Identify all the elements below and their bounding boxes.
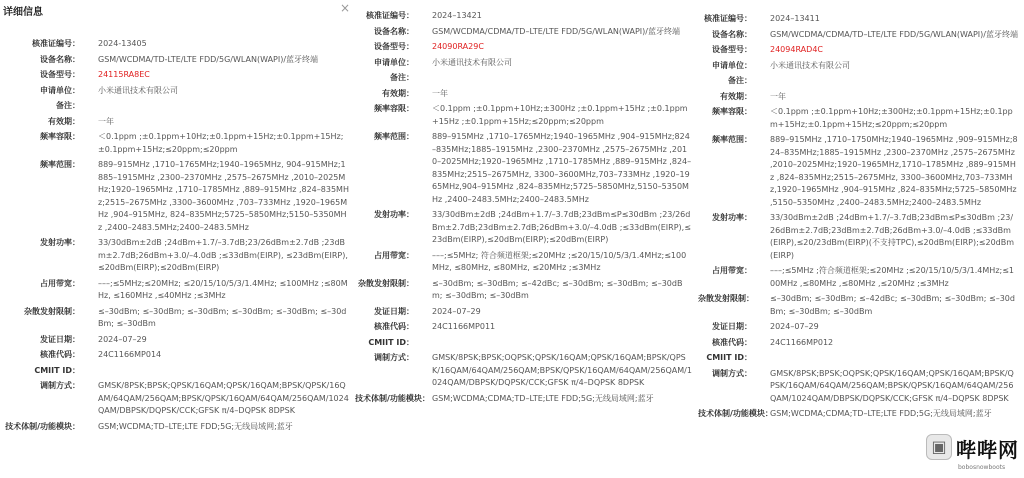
watermark	[920, 428, 1024, 478]
field-value: 889–915MHz ,1710–1765MHz;1940–1965MHz ,904–915MHz;824–835MHz;1885–1915MHz ,2300–2370MHz ,2575–2675MHz ,2010–2025MHz;1920–1965MHz ,1710–1785MHz ,889–915MHz ,824–835MHz;2515–2675MHz, 3300–3600MHz,703–733MHz ,1920–1965MHz,904–915MHz ,824–835MHz;5725–5850MHz,5150–5350MHz ,2400–2483.5MHz;2400–2483.5MHz	[432, 132, 692, 204]
field-value: 24C1166MP011	[432, 322, 496, 331]
detail-panel-1	[0, 0, 355, 478]
detail-row	[698, 368, 1024, 406]
detail-row	[0, 54, 355, 67]
field-label: 核准代码：	[712, 337, 752, 347]
detail-row	[0, 237, 355, 275]
field-label: 核准代码：	[374, 322, 414, 331]
field-label: 频率范围：	[374, 132, 414, 141]
detail-row	[0, 69, 355, 82]
field-label: 占用带宽：	[40, 278, 80, 288]
field-value: ＜0.1ppm ;±0.1ppm+10Hz;±0.1ppm+15Hz;±0.1ppm+15Hz;±0.1ppm+15Hz;≤20ppm;≤20ppm	[98, 132, 344, 154]
field-label: 调制方式：	[40, 381, 80, 390]
field-value: 一年	[770, 91, 786, 101]
detail-row	[698, 212, 1024, 262]
detail-row	[698, 293, 1024, 318]
detail-row	[0, 131, 355, 156]
field-value: ＜0.1ppm ;±0.1ppm+10Hz;±300Hz;±0.1ppm+15Hz;±0.1ppm+15Hz;±0.1ppm+15Hz;≤20ppm;≤20ppm	[770, 107, 1013, 129]
detail-row	[0, 159, 355, 234]
detail-row	[0, 334, 355, 347]
detail-row	[698, 337, 1024, 350]
field-value	[432, 337, 698, 350]
device-model-value: 24094RAD4C	[770, 45, 823, 54]
field-value: 889–915MHz ,1710–1750MHz;1940–1965MHz ,909–915MHz;824–835MHz;1885–1915MHz ,2300–2370MHz ,2575–2675MHz ,2010–2025MHz;1920–1965MHz,1710–1785MHz ,889–915MHz ,824–835MHz;2515–2675MHz, 3300–3600MHz,703–733MHz,1920–1965MHz ,904–915MHz ,824–835MHz;5725–5850MHz ,5150–5350MHz ,2400–2483.5MHz;2400–2483.5MHz	[770, 135, 1018, 207]
field-label: CMIIT ID：	[706, 353, 752, 362]
field-value	[770, 352, 1024, 365]
field-value: 小米通讯技术有限公司	[432, 57, 512, 67]
field-value: 24C1166MP014	[98, 350, 162, 359]
field-value: GMSK/8PSK;BPSK;QPSK/16QAM;QPSK/16QAM;BPSK/QPSK/16QAM/64QAM/256QAM;BPSK/QPSK/16QAM/64QAM/256QAM/1024QAM/DBPSK/DQPSK/CCK;GFSK π/4–DQPSK 8DPSK	[98, 381, 349, 415]
field-label: 核准证编号：	[32, 39, 80, 48]
field-value: –––;≤5MHz ;符合频道框架;≤20MHz ;≤20/15/10/5/3/1.4MHz;≤100MHz ,≤80MHz ,≤80MHz ,≤20MHz ;≤3MHz	[770, 266, 1015, 288]
field-label: 频率容限：	[712, 107, 752, 116]
field-value: ≤–30dBm; ≤–30dBm; ≤–42dBc; ≤–30dBm; ≤–30dBm; ≤–30dBm; ≤–30dBm; ≤–30dBm	[770, 294, 1015, 316]
field-value: 33/30dBm±2dB ;24dBm+1.7/–3.7dB;23dBm≤P≤30dBm ;23/26dBm±2.7dB;23dBm±2.7dB;26dBm+3.0/–4.0dB ;≤33dBm(EIRP),≤20/23dBm(EIRP)(不支持TPC),≤20dBm(EIRP);≤20dBm(EIRP)	[770, 213, 1015, 260]
field-value: GSM;WCDMA;TD–LTE;LTE FDD;5G;无线局域网;蓝牙	[98, 421, 293, 431]
detail-row	[698, 75, 1024, 88]
detail-row	[355, 352, 698, 390]
field-label: 申请单位：	[374, 57, 414, 67]
field-value: 一年	[432, 88, 448, 98]
detail-row	[698, 60, 1024, 73]
field-value: GSM;WCDMA;CDMA;TD–LTE;LTE FDD;5G;无线局域网;蓝牙	[770, 409, 992, 418]
detail-row	[698, 29, 1024, 42]
detail-row	[355, 26, 698, 39]
detail-row	[355, 250, 698, 275]
field-value: 889–915MHz ,1710–1765MHz;1940–1965MHz, 904–915MHz;1885–1915MHz ,2300–2370MHz ,2575–2675MHz ,2010–2025MHz;1920–1965MHz ,1710–1785MHz ,889–915MHz ,824–835MHz;2515–2675MHz ,3300–3600MHz ,703–733MHz ,1920–1965MHz ,904–915MHz, 824–835MHz;5725–5850MHz;5150–5350MHz ,2400–2483.5MHz;2400–2483.5MHz	[98, 160, 349, 232]
field-label: 有效期：	[382, 88, 414, 98]
field-label: 技术体制/功能模块：	[355, 393, 430, 403]
detail-panel-2	[355, 0, 698, 478]
field-label: 核准证编号：	[704, 14, 752, 23]
field-label: 设备名称：	[374, 26, 414, 36]
field-value: 2024–07–29	[98, 334, 147, 344]
device-model-value: 24115RA8EC	[98, 70, 150, 79]
detail-row	[355, 10, 698, 23]
detail-row	[0, 306, 355, 331]
field-label: 杂散发射限制：	[358, 278, 414, 288]
field-label: 发证日期：	[712, 322, 752, 331]
field-label: 有效期：	[720, 91, 752, 101]
field-label: CMIIT ID：	[34, 365, 80, 375]
field-value: 一年	[98, 116, 114, 126]
field-label: 发证日期：	[40, 334, 80, 344]
detail-row	[355, 209, 698, 247]
detail-row	[355, 337, 698, 350]
field-value: 33/30dBm±2dB ;24dBm+1.7/–3.7dB;23/26dBm±2.7dB ;23dBm±2.7dB;26dBm+3.0/–4.0dB ;≤33dBm(EIRP), ≤23dBm(EIRP), ≤20dBm(EIRP);≤20dBm(EIRP)	[98, 238, 348, 272]
watermark-text: 哔哔网	[956, 438, 1019, 462]
field-value: 2024–07–29	[432, 306, 481, 316]
field-label: 申请单位：	[40, 85, 80, 95]
field-value: –––;≤5MHz; 符合频道框架;≤20MHz ;≤20/15/10/5/3/1.4MHz;≤100MHz, ≤80MHz, ≤80MHz, ≤20MHz ;≤3MHz	[432, 250, 687, 272]
field-value: 小米通讯技术有限公司	[98, 85, 178, 95]
field-value: 小米通讯技术有限公司	[770, 60, 850, 70]
field-value: 2024–13421	[432, 11, 482, 20]
detail-row	[698, 265, 1024, 290]
detail-row	[698, 408, 1024, 421]
detail-row	[355, 131, 698, 206]
field-value: 33/30dBm±2dB ;24dBm+1.7/–3.7dB;23dBm≤P≤30dBm ;23/26dBm±2.7dB;23dBm±2.7dB;26dBm+3.0/–4.0dB ;≤33dBm(EIRP),≤23dBm(EIRP),≤20dBm(EIRP);≤20dBm(EIRP)	[432, 210, 691, 244]
detail-row	[0, 380, 355, 418]
field-label: 发射功率：	[712, 213, 752, 222]
field-label: 设备型号：	[712, 45, 752, 54]
field-value: 2024-13405	[98, 39, 147, 48]
close-icon[interactable]: ×	[340, 1, 351, 15]
detail-row	[0, 85, 355, 98]
field-label: 频率范围：	[40, 160, 80, 169]
field-label: 频率范围：	[712, 135, 752, 144]
field-label: 备注：	[56, 101, 80, 110]
field-label: 杂散发射限制：	[24, 306, 80, 316]
detail-row	[355, 41, 698, 54]
field-value: GSM/WCDMA/TD-LTE/LTE FDD/5G/WLAN(WAPI)/蓝牙终端	[98, 54, 319, 64]
detail-row	[355, 306, 698, 319]
field-label: 发射功率：	[40, 238, 80, 247]
field-label: 发射功率：	[374, 210, 414, 219]
detail-row	[0, 421, 355, 434]
detail-row	[698, 352, 1024, 365]
field-value: 24C1166MP012	[770, 337, 834, 347]
detail-rows	[698, 13, 1024, 424]
field-value	[432, 72, 698, 85]
field-label: 设备型号：	[374, 42, 414, 51]
field-label: 核准代码：	[40, 350, 80, 359]
field-label: 申请单位：	[712, 60, 752, 70]
detail-row	[698, 91, 1024, 104]
watermark-logo-icon: ▣	[926, 434, 952, 460]
detail-rows	[355, 10, 698, 408]
detail-row	[355, 72, 698, 85]
field-label: 设备型号：	[40, 70, 80, 79]
detail-row	[355, 321, 698, 334]
detail-row	[355, 278, 698, 303]
field-label: CMIIT ID：	[368, 337, 414, 347]
detail-row	[0, 278, 355, 303]
detail-rows	[0, 38, 355, 436]
detail-row	[0, 349, 355, 362]
device-model-value: 24090RA29C	[432, 42, 484, 51]
field-value: ≤–30dBm; ≤–30dBm; ≤–30dBm; ≤–30dBm; ≤–30dBm; ≤–30dBm; ≤–30dBm	[98, 306, 347, 328]
field-value: 2024–13411	[770, 14, 820, 23]
field-label: 设备名称：	[712, 29, 752, 39]
field-label: 占用带宽：	[374, 250, 414, 260]
field-label: 备注：	[390, 73, 414, 82]
detail-row	[698, 13, 1024, 26]
field-value: –––;≤5MHz;≤20MHz; ≤20/15/10/5/3/1.4MHz; ≤100MHz ;≤80MHz, ≤160MHz ,≤40MHz ;≤3MHz	[98, 278, 348, 300]
field-label: 频率容限：	[374, 104, 414, 113]
field-value: GSM;WCDMA;CDMA;TD–LTE;LTE FDD;5G;无线局域网;蓝牙	[432, 393, 654, 403]
field-label: 核准证编号：	[366, 11, 414, 20]
field-value: GSM/WCDMA/CDMA/TD–LTE/LTE FDD/5G/WLAN(WAPI)/蓝牙终端	[432, 26, 680, 36]
field-value: GMSK/8PSK;BPSK;OQPSK;QPSK/16QAM;QPSK/16QAM;BPSK/QPSK/16QAM/64QAM/256QAM;BPSK/QPSK/16QAM/64QAM/256QAM/1024QAM/DBPSK/DQPSK/CCK;GFSK π/4–DQPSK 8DPSK	[770, 368, 1014, 403]
detail-row	[698, 134, 1024, 209]
detail-row	[0, 365, 355, 378]
detail-row	[0, 100, 355, 113]
field-value	[98, 365, 355, 378]
detail-row	[698, 321, 1024, 334]
field-value: 2024–07–29	[770, 322, 819, 331]
panel-title: 详细信息	[3, 7, 43, 18]
field-label: 调制方式：	[374, 353, 414, 362]
detail-row	[355, 57, 698, 70]
field-label: 有效期：	[48, 116, 80, 126]
detail-row	[355, 393, 698, 406]
field-value: ≤–30dBm; ≤–30dBm; ≤–42dBc; ≤–30dBm; ≤–30dBm; ≤–30dBm; ≤–30dBm; ≤–30dBm	[432, 278, 683, 300]
field-label: 杂散发射限制：	[698, 294, 754, 303]
field-label: 设备名称：	[40, 54, 80, 64]
field-value	[98, 100, 355, 113]
field-value: ＜0.1ppm ;±0.1ppm+10Hz;±300Hz ;±0.1ppm+15Hz ;±0.1ppm+15Hz ;±0.1ppm+15Hz;≤20ppm;≤20ppm	[432, 104, 688, 126]
field-label: 发证日期：	[374, 306, 414, 316]
field-value: GSM/WCDMA/CDMA/TD–LTE/LTE FDD/5G/WLAN(WAPI)/蓝牙终端	[770, 29, 1018, 39]
detail-row	[698, 106, 1024, 131]
field-label: 调制方式：	[712, 368, 752, 378]
field-label: 技术体制/功能模块：	[5, 421, 80, 431]
detail-row	[0, 38, 355, 51]
field-label: 频率容限：	[40, 132, 80, 141]
field-value: GMSK/8PSK;BPSK;OQPSK;QPSK/16QAM;QPSK/16QAM;BPSK/QPSK/16QAM/64QAM/256QAM;BPSK/QPSK/16QAM/64QAM/256QAM/1024QAM/DBPSK/DQPSK/CCK;GFSK π/4–DQPSK 8DPSK	[432, 353, 692, 387]
watermark-url: bobosnowboots	[958, 464, 1006, 471]
detail-row	[355, 88, 698, 101]
detail-row	[0, 116, 355, 129]
detail-panel-3	[698, 0, 1024, 478]
field-label: 技术体制/功能模块：	[698, 409, 773, 418]
detail-row	[698, 44, 1024, 57]
field-label: 备注：	[728, 76, 752, 85]
field-label: 占用带宽：	[712, 266, 752, 275]
detail-row	[355, 103, 698, 128]
field-value	[770, 75, 1024, 88]
